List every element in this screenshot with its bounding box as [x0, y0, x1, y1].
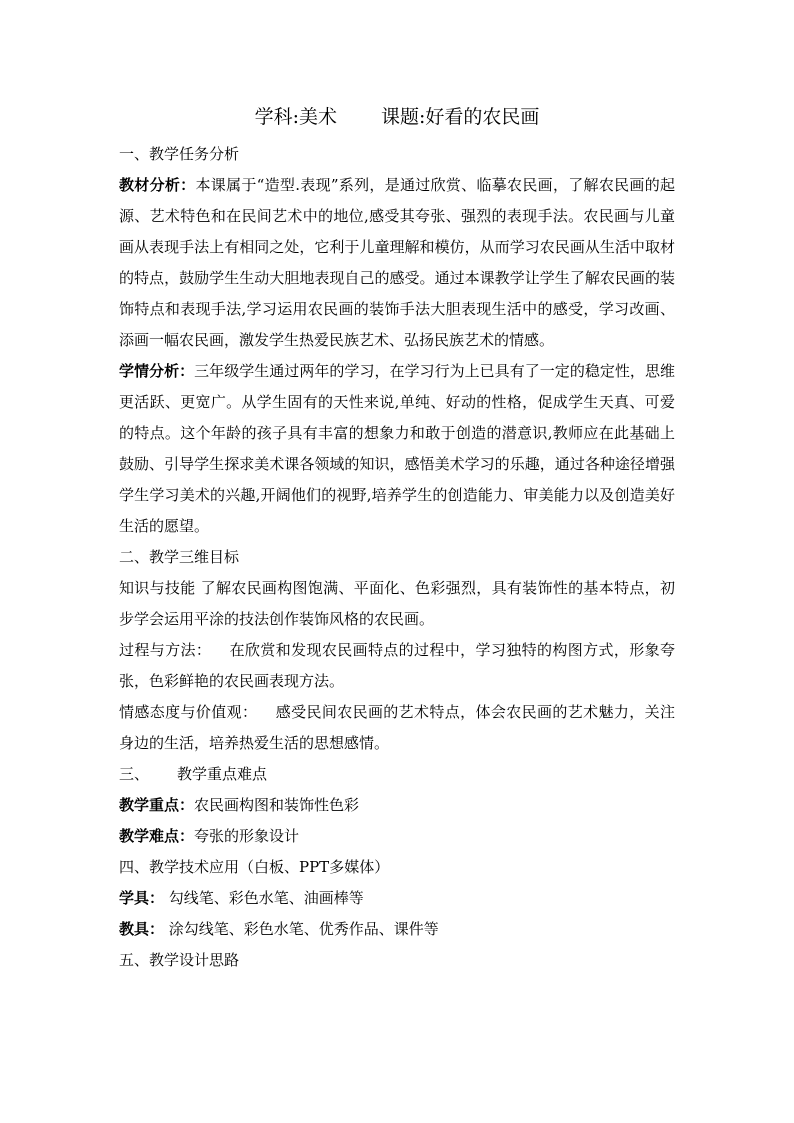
document-body: [119, 139, 675, 976]
knowledge-goal-text: 了解农民画构图饱满、平面化、色彩强烈，具有装饰性的基本特点，初步学会运用平涂的技法创作装饰风格的农民画。: [119, 579, 675, 628]
key-point-text: 农民画构图和装饰性色彩: [194, 796, 360, 814]
material-analysis: [119, 170, 675, 356]
section5-heading: 五、教学设计思路: [119, 951, 240, 969]
knowledge-goal: [119, 573, 675, 635]
difficult-point-label: 教学难点：: [119, 827, 195, 845]
subject-label: 学科:美术: [254, 106, 337, 128]
difficult-point-text: 夸张的形象设计: [194, 827, 300, 845]
page-title: [119, 103, 675, 131]
emotion-goal-text: 感受民间农民画的艺术特点，体会农民画的艺术魅力，关注身边的生活，培养热爱生活的思想感情。: [119, 703, 675, 752]
student-analysis-label: 学情分析：: [119, 362, 195, 380]
section3-title: 教学重点难点: [177, 765, 268, 783]
material-analysis-label: 教材分析：: [119, 176, 196, 194]
process-goal-text: 在欣赏和发现农民画特点的过程中，学习独特的构图方式，形象夸张，色彩鲜艳的农民画表现方法。: [119, 641, 675, 690]
emotion-goal-label: 情感态度与价值观：: [119, 703, 258, 721]
section1-heading: 一、教学任务分析: [119, 145, 240, 163]
section3-heading: [119, 759, 675, 790]
difficult-point: [119, 821, 675, 852]
student-tools-label: 学具：: [119, 889, 165, 907]
student-tools-text: 勾线笔、彩色水笔、油画棒等: [168, 889, 364, 907]
key-point-label: 教学重点：: [119, 796, 195, 814]
teacher-tools-text: 涂勾线笔、彩色水笔、优秀作品、课件等: [168, 920, 439, 938]
emotion-goal: [119, 697, 675, 759]
section3-number: 三、: [119, 765, 150, 783]
key-point: [119, 790, 675, 821]
material-analysis-text: 本课属于“造型.表现”系列，是通过欣赏、临摹农民画，了解农民画的起源、艺术特色和在民间艺术中的地位,感受其夸张、强烈的表现手法。农民画与儿童画从表现手法上有相同之处，它利于儿童理解和模仿，从而学习农民画从生活中取材的特点，鼓励学生生动大胆地表现自己的感受。通过本课教学让学生了解农民画的装饰特点和表现手法,学习运用农民画的装饰手法大胆表现生活中的感受，学习改画、添画一幅农民画，激发学生热爱民族艺术、弘扬民族艺术的情感。: [119, 176, 675, 349]
section2-heading: 二、教学三维目标: [119, 548, 240, 566]
topic-label: 课题:好看的农民画: [381, 106, 540, 128]
teacher-tools: [119, 914, 675, 945]
process-goal-label: 过程与方法：: [119, 641, 212, 659]
teacher-tools-label: 教具：: [119, 920, 165, 938]
student-analysis: [119, 356, 675, 542]
process-goal: [119, 635, 675, 697]
student-analysis-text: 三年级学生通过两年的学习，在学习行为上已具有了一定的稳定性，思维更活跃、更宽广。从学生固有的天性来说,单纯、好动的性格，促成学生天真、可爱的特点。这个年龄的孩子具有丰富的想象力和敢于创造的潜意识,教师应在此基础上鼓励、引导学生探求美术课各领域的知识，感悟美术学习的乐趣，通过各种途径增强学生学习美术的兴趣,开阔他们的视野,培养学生的创造能力、审美能力以及创造美好生活的愿望。: [119, 362, 675, 535]
section4-heading: 四、教学技术应用（白板、PPT多媒体）: [119, 858, 390, 876]
knowledge-goal-label: 知识与技能: [119, 579, 196, 597]
student-tools: [119, 883, 675, 914]
